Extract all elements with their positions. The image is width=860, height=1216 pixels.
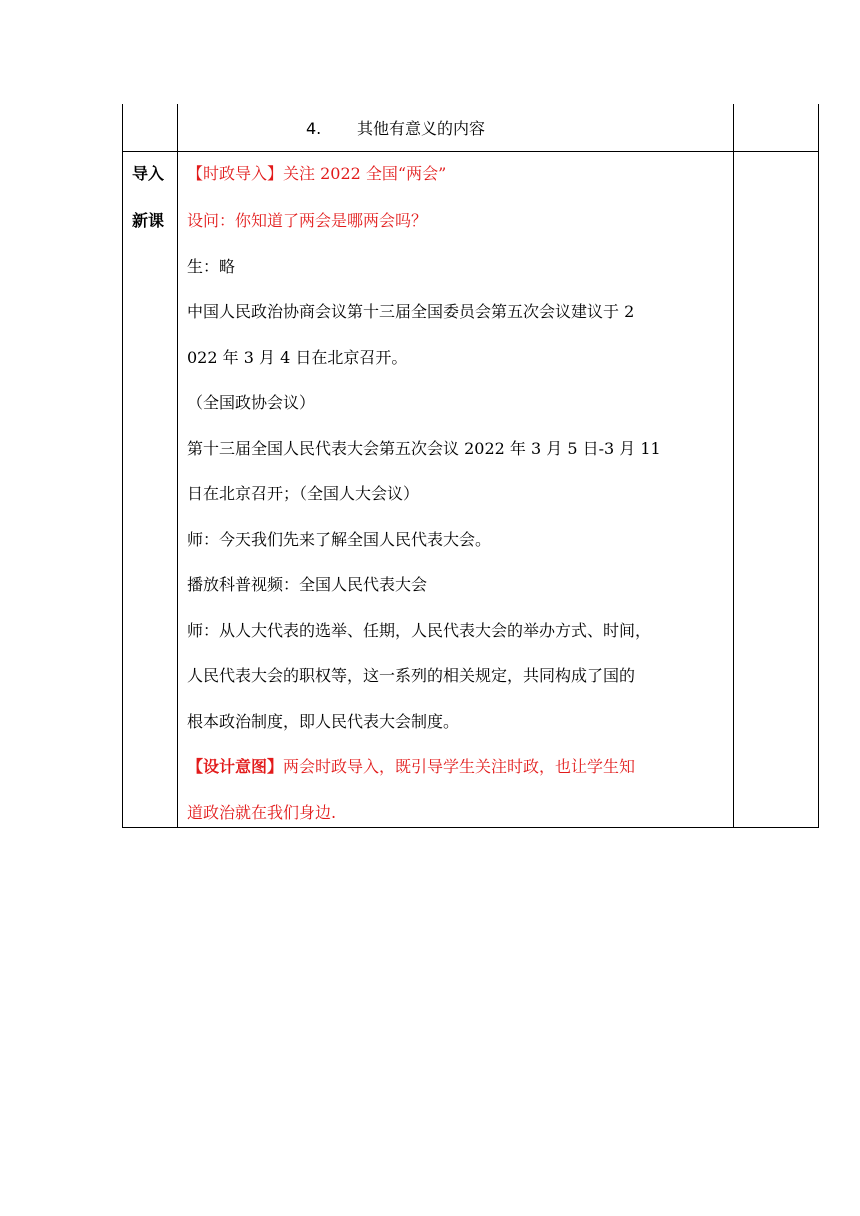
paragraph-student-answer: 生：略 <box>187 257 236 276</box>
current-affairs-text: 关注 2022 全国“两会” <box>283 164 447 183</box>
paragraph-teacher-explain-line3: 根本政治制度，即人民代表大会制度。 <box>187 712 460 731</box>
paragraph-video: 播放科普视频：全国人民代表大会 <box>187 575 428 594</box>
table-border-bottom <box>122 827 819 828</box>
table-border-right <box>818 104 819 828</box>
table-row-divider <box>122 151 819 152</box>
design-intent-tag: 【设计意图】 <box>187 757 284 776</box>
table-border-col1 <box>177 104 178 828</box>
section-label-line1: 导入 <box>132 164 165 183</box>
top-row-number: 4. <box>306 119 322 138</box>
paragraph-teacher-explain-line1: 师：从人大代表的选举、任期，人民代表大会的举办方式、时间， <box>187 621 652 640</box>
paragraph-cppcc-line2: 022 年 3 月 4 日在北京召开。 <box>187 348 408 367</box>
paragraph-design-intent-line1 <box>187 757 635 777</box>
section-label-line2: 新课 <box>132 211 165 230</box>
paragraph-question: 设问：你知道了两会是哪两会吗？ <box>187 211 428 230</box>
design-intent-text: 两会时政导入，既引导学生关注时政，也让学生知 <box>283 757 636 776</box>
top-row-text: 其他有意义的内容 <box>357 119 486 138</box>
paragraph-design-intent-line2: 道政治就在我们身边. <box>187 803 337 822</box>
current-affairs-tag: 【时政导入】 <box>187 164 284 183</box>
paragraph-teacher-intro: 师：今天我们先来了解全国人民代表大会。 <box>187 530 492 549</box>
paragraph-teacher-explain-line2: 人民代表大会的职权等，这一系列的相关规定，共同构成了国的 <box>187 666 636 685</box>
table-border-col2 <box>733 104 734 828</box>
paragraph-current-affairs-intro <box>187 164 446 184</box>
table-border-left <box>122 104 123 828</box>
paragraph-npc-line1: 第十三届全国人民代表大会第五次会议 2022 年 3 月 5 日-3 月 11 <box>187 439 661 458</box>
paragraph-npc-line2: 日在北京召开；（全国人大会议） <box>187 484 420 503</box>
paragraph-cppcc-note: （全国政协会议） <box>187 393 316 412</box>
paragraph-cppcc-line1: 中国人民政治协商会议第十三届全国委员会第五次会议建议于 2 <box>187 302 635 321</box>
